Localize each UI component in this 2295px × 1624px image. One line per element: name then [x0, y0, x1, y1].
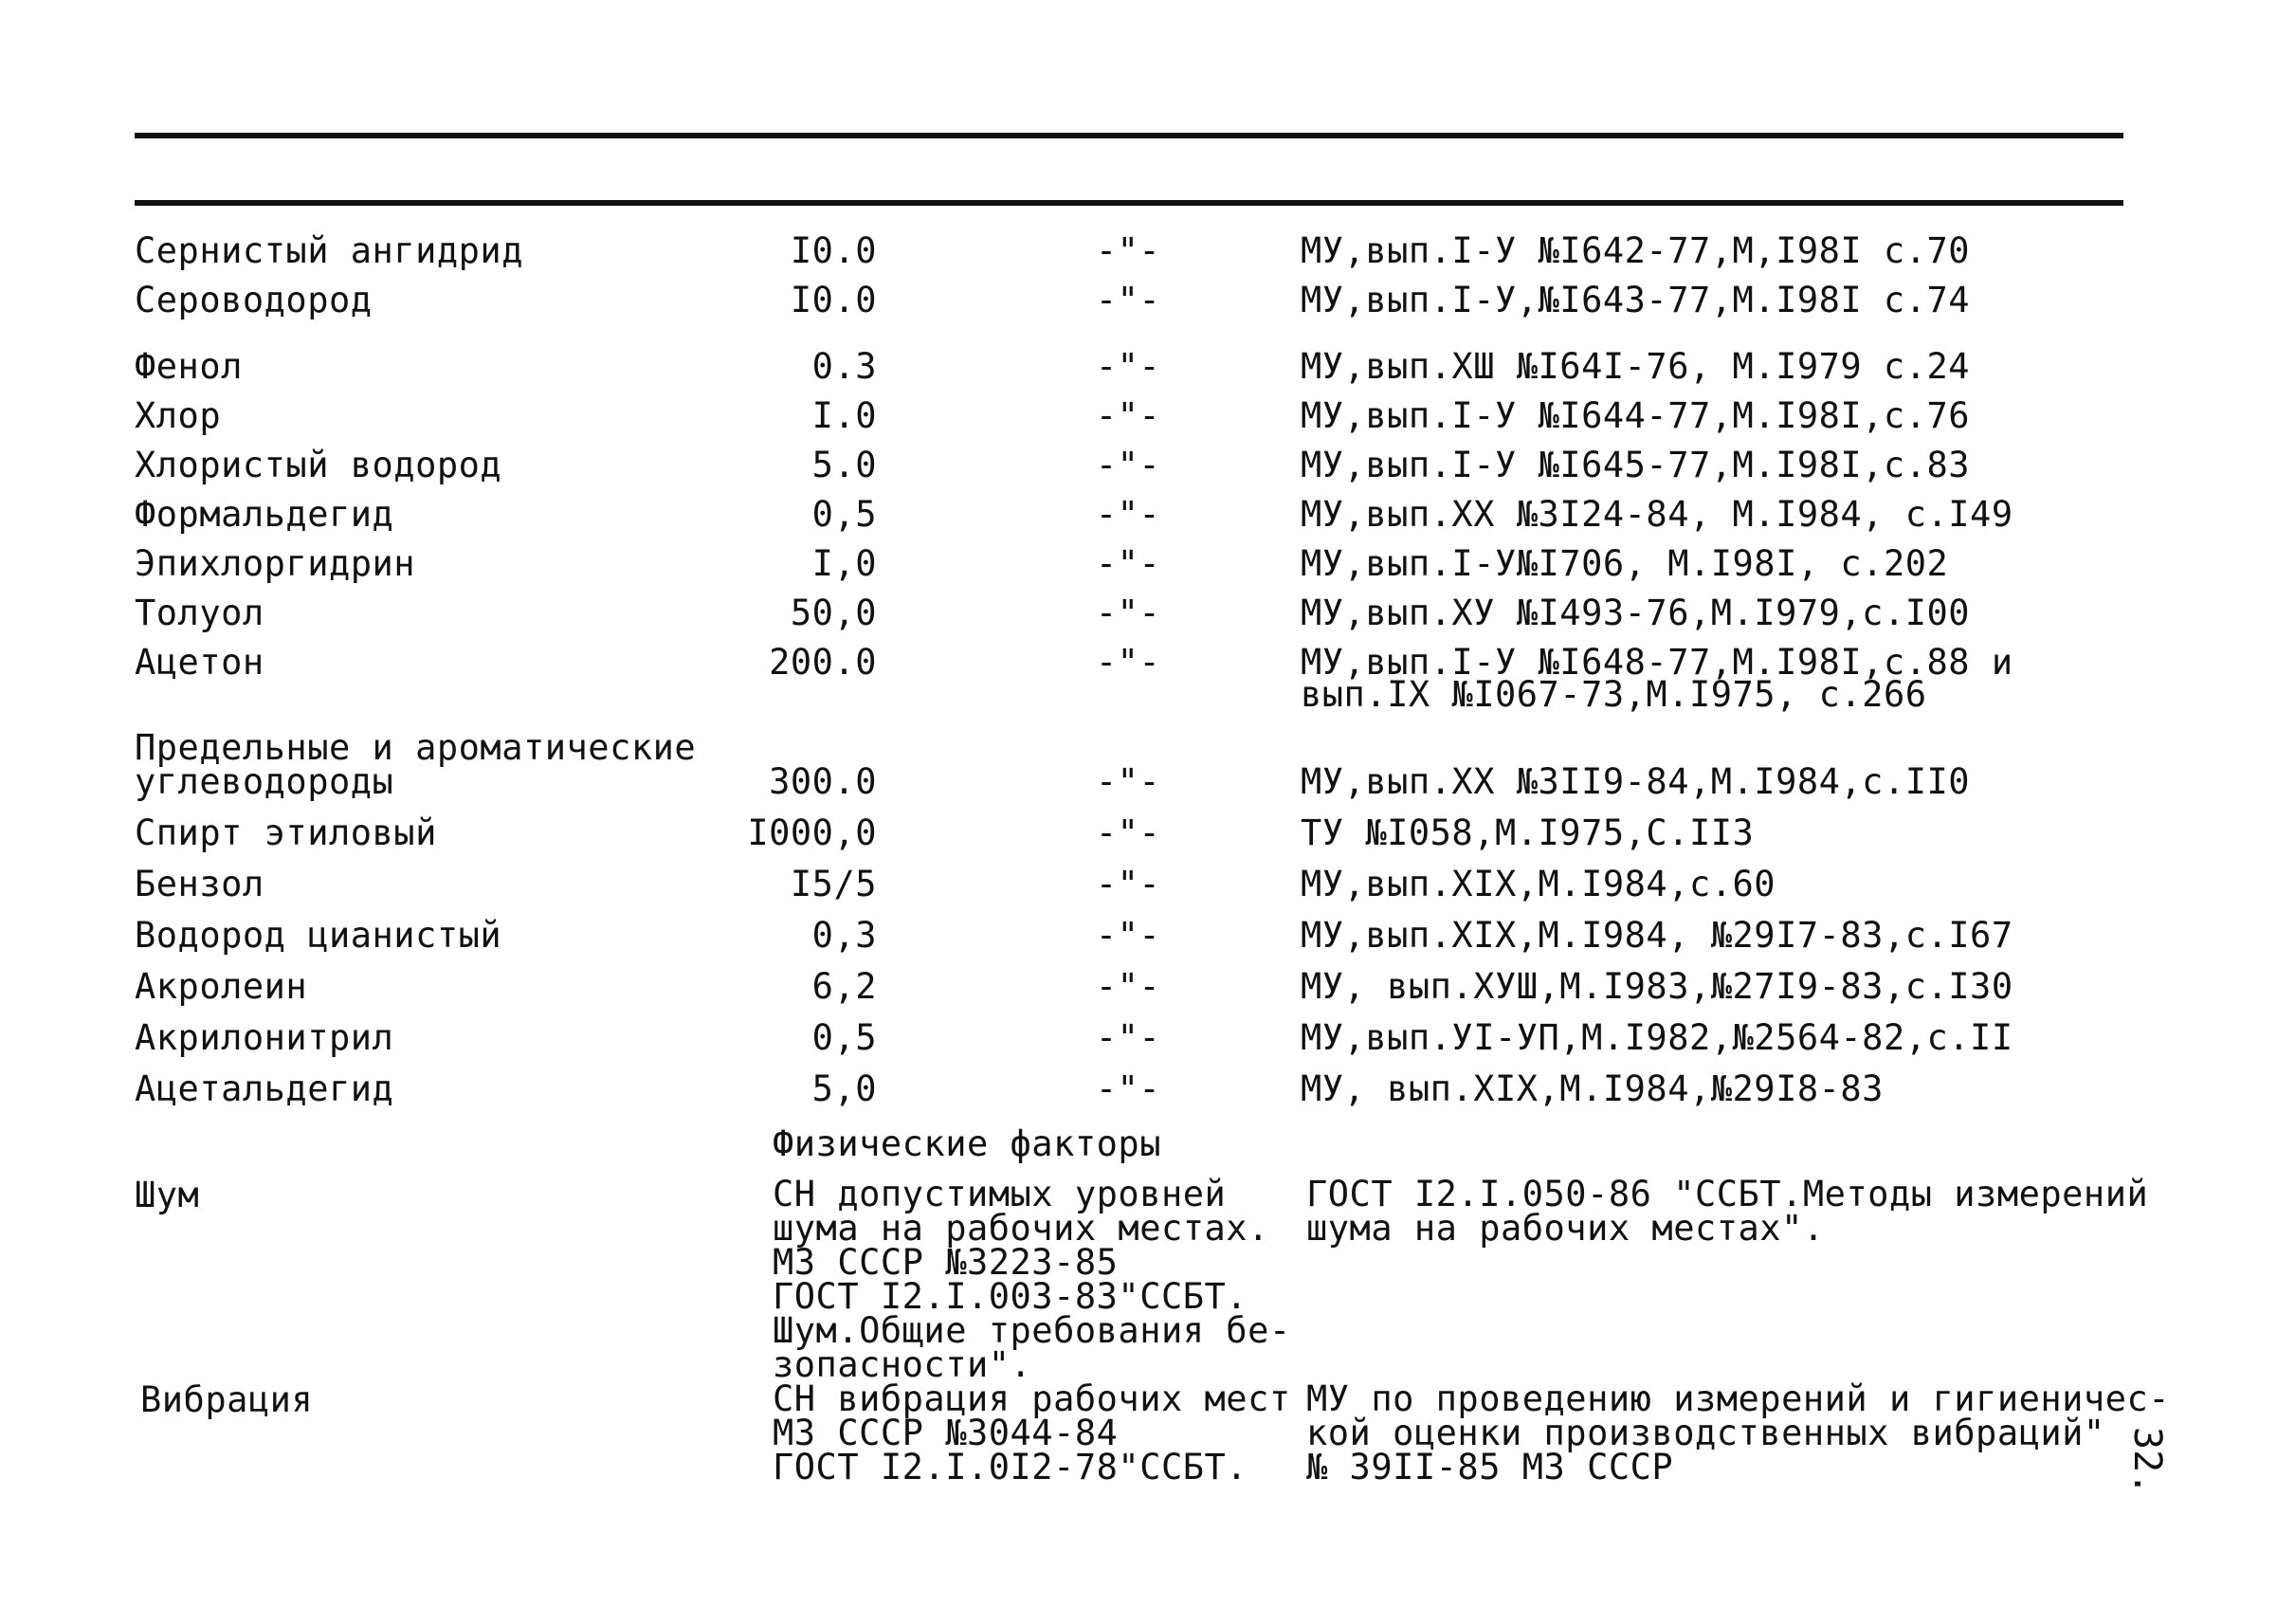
substance-name: Сероводород — [135, 280, 373, 320]
page-number: 32. — [2125, 1427, 2169, 1496]
vibration-name: Вибрация — [140, 1379, 314, 1420]
substance-name: Эпихлоргидрин — [135, 543, 416, 584]
substance-limit-value: 0.3 — [811, 346, 877, 387]
method-reference: МУ,вып.XIX,М.I984,с.60 — [1301, 864, 1776, 904]
method-reference: МУ,вып.I-У №I642-77,М,I98I с.70 — [1301, 230, 1971, 271]
noise-name: Шум — [135, 1175, 200, 1215]
ditto-mark: -"- — [1095, 494, 1161, 535]
ditto-mark: -"- — [1095, 642, 1161, 683]
header-rule — [135, 200, 2123, 206]
vibration-method: МУ по проведению измерений и гигиеничес- кой оценки производственных вибраций" № 39II-85 МЗ СССР — [1306, 1378, 2171, 1487]
ditto-mark: -"- — [1095, 543, 1161, 584]
ditto-mark: -"- — [1095, 1017, 1161, 1058]
method-reference-cont: вып.IX №I067-73,М.I975, с.266 — [1301, 674, 1927, 715]
substance-limit-value: 200.0 — [769, 642, 877, 683]
substance-name: Акрилонитрил — [135, 1017, 394, 1058]
substance-name: Хлористый водород — [135, 445, 502, 485]
method-reference: МУ,вып.I-У №I648-77,М.I98I,с.88 и — [1301, 642, 2013, 683]
substance-name: Акролеин — [135, 966, 308, 1007]
ditto-mark: -"- — [1095, 593, 1161, 633]
substance-limit-value: I0.0 — [790, 230, 877, 271]
method-reference: МУ,вып.ХХ №3I24-84, М.I984, с.I49 — [1301, 494, 2013, 535]
substance-name: Предельные и ароматические — [135, 727, 697, 768]
substance-limit-value: 50,0 — [790, 593, 877, 633]
substance-name: Ацетон — [135, 642, 264, 683]
substance-name: Фенол — [135, 346, 243, 387]
substance-limit-value: 0,3 — [811, 915, 877, 956]
ditto-mark: -"- — [1095, 864, 1161, 904]
top-rule — [135, 133, 2123, 138]
noise-method: ГОСТ I2.I.050-86 "ССБТ.Методы измерений шума на рабочих местах". — [1306, 1174, 2149, 1249]
substance-name: Хлор — [135, 395, 222, 436]
ditto-mark: -"- — [1095, 346, 1161, 387]
method-reference: МУ,вып.ХХ №3II9-84,М.I984,с.II0 — [1301, 761, 1971, 802]
method-reference: МУ, вып.ХУШ,М.I983,№27I9-83,с.I30 — [1301, 966, 2013, 1007]
substance-limit-value: 0,5 — [811, 494, 877, 535]
substance-name: Ацетальдегид — [135, 1068, 394, 1109]
substance-name: Толуол — [135, 593, 264, 633]
method-reference: ТУ №I058,М.I975,С.II3 — [1301, 812, 1755, 853]
method-reference: МУ,вып.I-У№I706, М.I98I, с.202 — [1301, 543, 1949, 584]
substance-limit-value: 300.0 — [769, 761, 877, 802]
ditto-mark: -"- — [1095, 966, 1161, 1007]
substance-limit-value: I,0 — [811, 543, 877, 584]
ditto-mark: -"- — [1095, 761, 1161, 802]
method-reference: МУ,вып.ХУ №I493-76,М.I979,с.I00 — [1301, 593, 1971, 633]
substance-limit-value: I5/5 — [790, 864, 877, 904]
substance-limit-value: 5.0 — [811, 445, 877, 485]
substance-limit-value: 6,2 — [811, 966, 877, 1007]
ditto-mark: -"- — [1095, 280, 1161, 320]
substance-limit-value: I.0 — [811, 395, 877, 436]
substance-name: Сернистый ангидрид — [135, 230, 523, 271]
vibration-norm: СН вибрация рабочих мест МЗ СССР №3044-84 ГОСТ I2.I.0I2-78"ССБТ. — [773, 1378, 1291, 1487]
ditto-mark: -"- — [1095, 395, 1161, 436]
substance-name-cont: углеводороды — [135, 761, 394, 802]
ditto-mark: -"- — [1095, 915, 1161, 956]
noise-norm: СН допустимых уровней шума на рабочих местах. МЗ СССР №3223-85 ГОСТ I2.I.003-83"ССБТ. Шум.Общие требования бе- зопасности". — [773, 1174, 1291, 1385]
substance-limit-value: 0,5 — [811, 1017, 877, 1058]
substance-limit-value: I0.0 — [790, 280, 877, 320]
substance-name: Бензол — [135, 864, 264, 904]
method-reference: МУ,вып.I-У №I645-77,М.I98I,с.83 — [1301, 445, 1971, 485]
substance-limit-value: I000,0 — [747, 812, 877, 853]
substance-name: Формальдегид — [135, 494, 394, 535]
method-reference: МУ,вып.УI-УП,М.I982,№2564-82,с.II — [1301, 1017, 2013, 1058]
ditto-mark: -"- — [1095, 812, 1161, 853]
physical-factors-heading: Физические факторы — [773, 1123, 1161, 1164]
substance-limit-value: 5,0 — [811, 1068, 877, 1109]
ditto-mark: -"- — [1095, 1068, 1161, 1109]
ditto-mark: -"- — [1095, 230, 1161, 271]
method-reference: МУ,вып.ХШ №I64I-76, М.I979 с.24 — [1301, 346, 1971, 387]
method-reference: МУ,вып.I-У,№I643-77,М.I98I с.74 — [1301, 280, 1971, 320]
method-reference: МУ,вып.XIX,М.I984, №29I7-83,с.I67 — [1301, 915, 2013, 956]
method-reference: МУ, вып.XIX,М.I984,№29I8-83 — [1301, 1068, 1884, 1109]
method-reference: МУ,вып.I-У №I644-77,М.I98I,с.76 — [1301, 395, 1971, 436]
substance-name: Водород цианистый — [135, 915, 502, 956]
ditto-mark: -"- — [1095, 445, 1161, 485]
substance-name: Спирт этиловый — [135, 812, 437, 853]
